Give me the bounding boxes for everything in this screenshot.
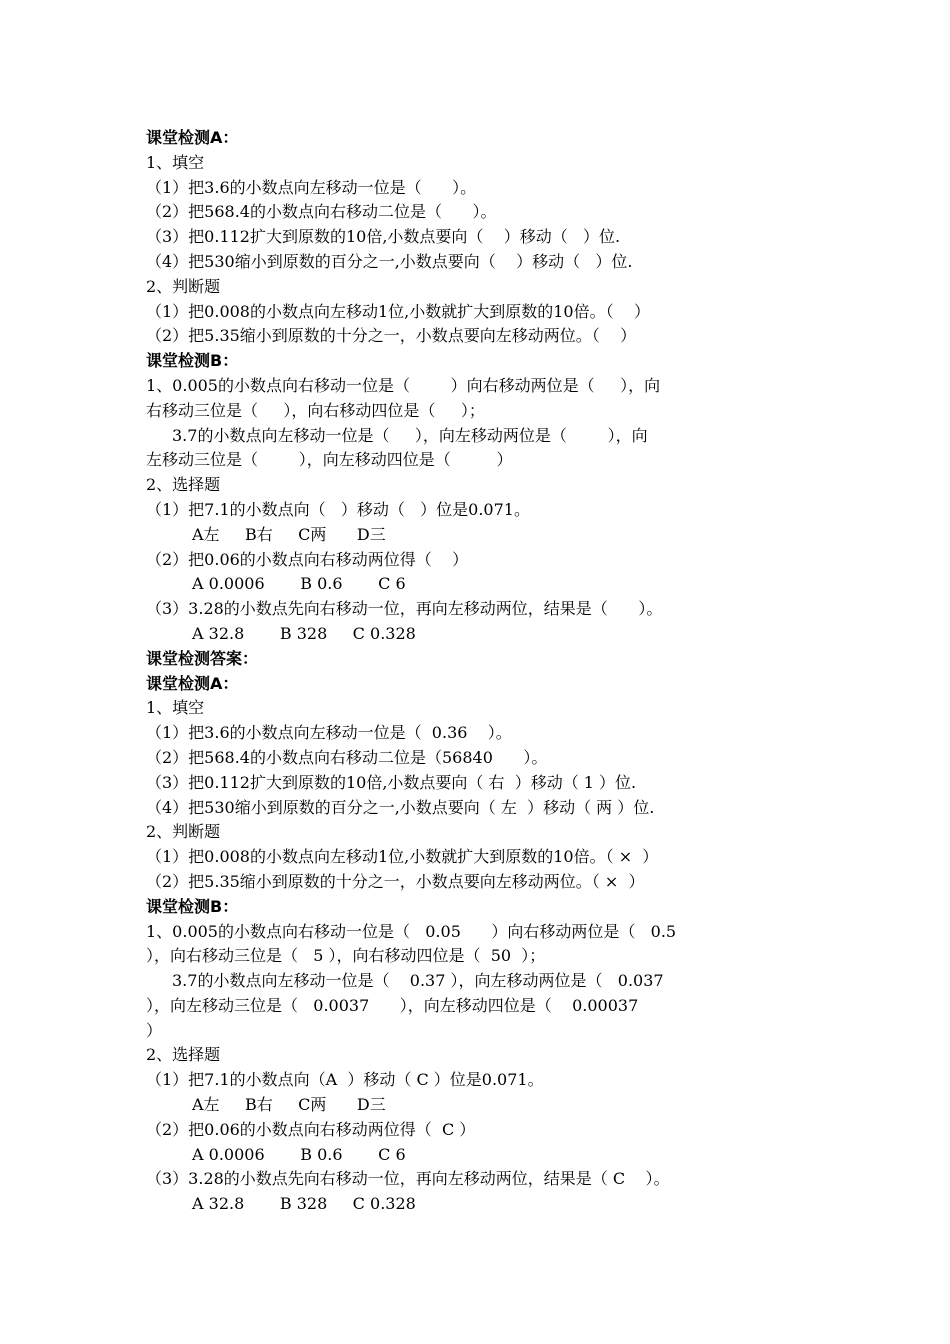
answer-options: A 32.8 B 328 C 0.328	[192, 623, 416, 643]
text-line: （3）把0.112扩大到原数的10倍,小数点要向（ ）移动（ ）位.	[146, 227, 621, 247]
document-page	[146, 126, 806, 1217]
text-line: 1、0.005的小数点向右移动一位是（ 0.05 ）向右移动两位是（ 0.5	[146, 921, 677, 941]
text-line: 3.7的小数点向左移动一位是（ 0.37 ），向左移动两位是（ 0.037	[172, 971, 664, 991]
text-line: ），向左移动三位是（ 0.0037 ），向左移动四位是（ 0.00037	[146, 995, 639, 1015]
answer-options: A左 B右 C两 D三	[192, 1095, 386, 1115]
section-heading: 课堂检测B：	[146, 896, 239, 916]
text-line: （3）3.28的小数点先向右移动一位，再向左移动两位，结果是（ C ）。	[146, 1169, 670, 1189]
text-line: 2、判断题	[146, 276, 221, 296]
text-line: （4）把530缩小到原数的百分之一,小数点要向（ ）移动（ ）位.	[146, 251, 633, 271]
text-line: （1）把0.008的小数点向左移动1位,小数就扩大到原数的10倍。（ × ）	[146, 847, 659, 867]
text-line: 1、填空	[146, 698, 205, 718]
text-line: （2）把568.4的小数点向右移动二位是（ ）。	[146, 202, 497, 222]
section-heading: 课堂检测B：	[146, 351, 239, 371]
text-line: （1）把0.008的小数点向左移动1位,小数就扩大到原数的10倍。（ ）	[146, 301, 650, 321]
text-line: （3）3.28的小数点先向右移动一位，再向左移动两位，结果是（ ）。	[146, 599, 663, 619]
text-line: 右移动三位是（ ），向右移动四位是（ ）；	[146, 400, 485, 420]
text-line: ），向右移动三位是（ 5 ），向右移动四位是（ 50 ）；	[146, 946, 546, 966]
text-line: 2、判断题	[146, 822, 221, 842]
text-line: 2、选择题	[146, 1045, 221, 1065]
text-line: （2）把0.06的小数点向右移动两位得（ C ）	[146, 1119, 476, 1139]
text-line: （2）把5.35缩小到原数的十分之一，小数点要向左移动两位。（ ）	[146, 326, 637, 346]
answer-options: A 32.8 B 328 C 0.328	[192, 1194, 416, 1214]
text-line: （2）把5.35缩小到原数的十分之一，小数点要向左移动两位。（ × ）	[146, 871, 645, 891]
text-line: 1、0.005的小数点向右移动一位是（ ）向右移动两位是（ ），向	[146, 375, 661, 395]
text-line: 2、选择题	[146, 475, 221, 495]
text-line: ）	[146, 1020, 163, 1040]
text-line: 1、填空	[146, 152, 205, 172]
text-line: （1）把3.6的小数点向左移动一位是（ ）。	[146, 177, 477, 197]
text-line: 3.7的小数点向左移动一位是（ ），向左移动两位是（ ），向	[172, 425, 648, 445]
text-line: （3）把0.112扩大到原数的10倍,小数点要向（ 右 ）移动（ 1 ）位.	[146, 772, 637, 792]
text-line: 左移动三位是（ ），向左移动四位是（ ）	[146, 450, 513, 470]
answer-options: A左 B右 C两 D三	[192, 524, 386, 544]
text-line: （1）把7.1的小数点向（ ）移动（ ）位是0.071。	[146, 499, 530, 519]
section-heading: 课堂检测A：	[146, 128, 239, 147]
section-heading: 课堂检测答案：	[146, 648, 259, 668]
answer-options: A 0.0006 B 0.6 C 6	[192, 574, 406, 594]
answer-options: A 0.0006 B 0.6 C 6	[192, 1144, 406, 1164]
text-line: （4）把530缩小到原数的百分之一,小数点要向（ 左 ）移动（ 两 ）位.	[146, 797, 655, 817]
text-line: （2）把568.4的小数点向右移动二位是（56840 ）。	[146, 747, 548, 767]
text-line: （1）把7.1的小数点向（A ）移动（ C ）位是0.071。	[146, 1070, 544, 1090]
text-line: （1）把3.6的小数点向左移动一位是（ 0.36 ）。	[146, 723, 512, 743]
text-line: （2）把0.06的小数点向右移动两位得（ ）	[146, 549, 469, 569]
section-heading: 课堂检测A：	[146, 673, 239, 693]
